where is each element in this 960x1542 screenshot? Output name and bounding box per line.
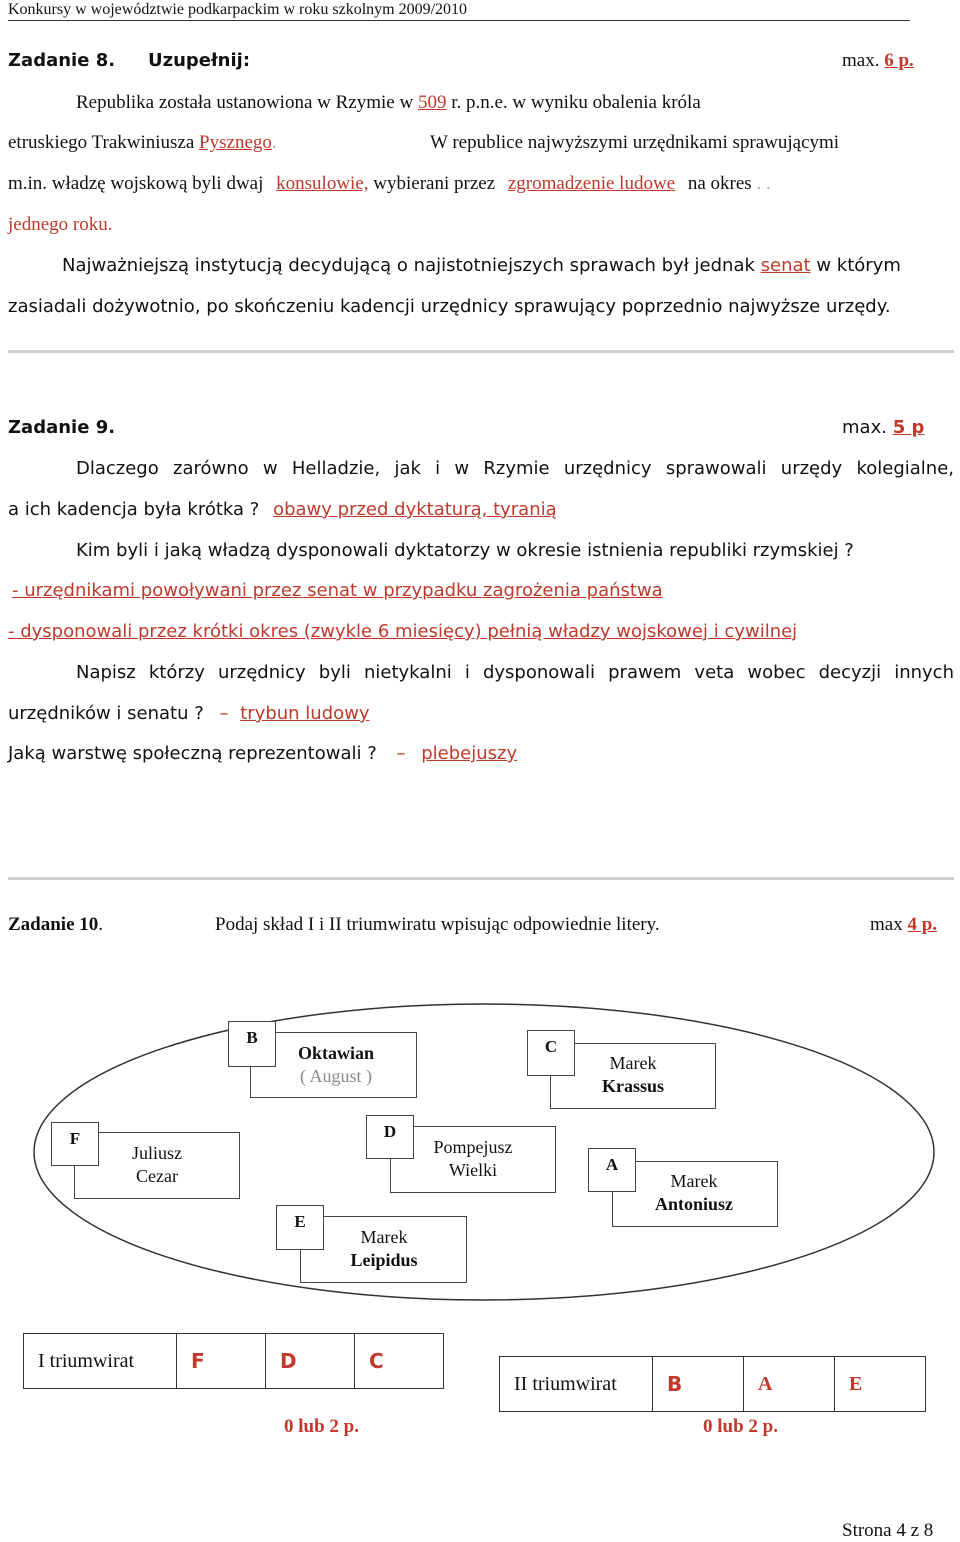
letter-box: B — [228, 1021, 276, 1067]
text: Republika została ustanowiona w Rzymie w — [76, 92, 414, 113]
text: . — [271, 132, 277, 153]
answer-cell[interactable]: B — [653, 1357, 744, 1412]
answer-dyktatorzy-2: - dysponowali przez krótki okres (zwykle 6 miesięcy) pełnią władzy wojskowej i cywilnej — [8, 621, 798, 642]
answer-trybun: trybun ludowy — [240, 703, 370, 724]
text: Juliusz — [131, 1143, 182, 1163]
page-number: Strona 4 z 8 — [842, 1520, 934, 1541]
person-name — [98, 1142, 216, 1188]
answer-cell[interactable]: E — [835, 1357, 926, 1412]
header-title: Konkursy w województwie podkarpackim w roku szkolnym 2009/2010 — [8, 1, 468, 18]
max-points: 4 p. — [907, 914, 938, 935]
text: . . — [756, 173, 771, 194]
task-10-label — [8, 914, 103, 936]
task-8-label: Zadanie 8. — [8, 50, 116, 71]
text: Wielki — [448, 1160, 498, 1180]
text: na okres — [687, 173, 752, 194]
task-8-instruction: Uzupełnij: — [148, 50, 251, 71]
task-9-q3a: Napisz którzy urzędnicy byli nietykalni i dysponowali prawem veta wobec decyzji innych — [76, 662, 954, 683]
max-points: 5 p — [892, 417, 925, 438]
divider — [8, 877, 954, 880]
letter-box: C — [527, 1030, 575, 1076]
task-9-q3b — [8, 703, 370, 724]
text: Cezar — [136, 1166, 178, 1186]
text: a ich kadencja była krótka ? — [8, 499, 260, 520]
text: Marek — [670, 1171, 718, 1191]
task-9-max — [842, 417, 924, 438]
person-name — [324, 1226, 444, 1272]
text: Antoniusz — [654, 1194, 734, 1214]
text: Marek — [360, 1227, 408, 1247]
answer-obawy: obawy przed dyktaturą, tyranią — [273, 499, 557, 520]
person-name — [575, 1052, 691, 1098]
task-8-line-2 — [8, 132, 277, 154]
letter-box: F — [51, 1122, 99, 1166]
text: . — [98, 914, 104, 935]
answer-zgromadzenie: zgromadzenie ludowe — [507, 173, 676, 194]
task-9-q2: Kim byli i jaką władzą dysponowali dyktatorzy w okresie istnienia republiki rzymskiej ? — [76, 540, 854, 561]
text: wybierani przez — [373, 173, 496, 194]
person-name — [276, 1042, 396, 1088]
person-name — [636, 1170, 752, 1216]
answer-cell[interactable]: F — [177, 1334, 266, 1389]
text: urzędników i senatu ? — [8, 703, 204, 724]
triumvirate-1-score: 0 lub 2 p. — [284, 1416, 359, 1437]
triumvirate-2-label: II triumwirat — [500, 1357, 653, 1412]
person-name — [414, 1136, 532, 1182]
task-8-line-5 — [62, 255, 901, 276]
task-8-max — [842, 50, 914, 72]
text: ( August ) — [300, 1066, 372, 1086]
text: Pompejusz — [433, 1137, 513, 1157]
task-9-label: Zadanie 9. — [8, 417, 116, 438]
text: Jaką warstwę społeczną reprezentowali ? — [8, 743, 377, 764]
page-header — [8, 1, 910, 21]
task-10-max — [870, 914, 937, 936]
text: Leipidus — [350, 1250, 418, 1270]
answer-jednego-roku: jednego roku. — [8, 214, 113, 235]
task-8-line-1 — [76, 92, 701, 114]
text: w którym — [816, 255, 901, 276]
letter-box: E — [276, 1205, 324, 1250]
max-prefix: max — [870, 914, 903, 935]
answer-cell[interactable]: A — [744, 1357, 835, 1412]
answer-509: 509 — [417, 92, 447, 113]
dash: – — [396, 743, 406, 764]
text: Oktawian — [297, 1043, 375, 1063]
max-points: 6 p. — [884, 50, 914, 71]
answer-konsulowie: konsulowie, — [276, 173, 369, 194]
task-8-line-2b: W republice najwyższymi urzędnikami sprawującymi — [430, 132, 840, 153]
triumvirate-2-table — [499, 1356, 926, 1412]
triumvirate-2-score: 0 lub 2 p. — [703, 1416, 778, 1437]
divider — [8, 350, 954, 353]
task-9-q1a: Dlaczego zarówno w Helladzie, jak i w Rzymie urzędnicy sprawowali urzędy kolegialne, — [76, 458, 954, 479]
text: Najważniejszą instytucją decydującą o najistotniejszych sprawach był jednak — [62, 255, 755, 276]
task-9-q4 — [8, 743, 517, 764]
answer-dyktatorzy-1: - urzędnikami powoływani przez senat w przypadku zagrożenia państwa — [12, 580, 663, 601]
text: Zadanie 10 — [8, 914, 99, 935]
task-10-instruction: Podaj skład I i II triumwiratu wpisując odpowiednie litery. — [215, 914, 660, 935]
dash: – — [219, 703, 229, 724]
task-9-q1b — [8, 499, 557, 520]
triumvirate-1-label: I triumwirat — [24, 1334, 177, 1389]
text: Marek — [609, 1053, 657, 1073]
task-8-line-3 — [8, 173, 771, 195]
answer-plebejuszy: plebejuszy — [421, 743, 518, 764]
answer-cell[interactable]: C — [355, 1334, 444, 1389]
answer-senat: senat — [760, 255, 811, 276]
text: m.in. władzę wojskową byli dwaj — [8, 173, 264, 194]
answer-cell[interactable]: D — [266, 1334, 355, 1389]
text: etruskiego Trakwiniusza — [8, 132, 195, 153]
text: Krassus — [601, 1076, 664, 1096]
triumvirate-1-table — [23, 1333, 444, 1389]
text: r. p.n.e. w wyniku obalenia króla — [451, 92, 701, 113]
letter-box: D — [366, 1115, 414, 1159]
max-prefix: max. — [842, 417, 887, 438]
max-prefix: max. — [842, 50, 880, 71]
answer-pysznego: Pysznego — [199, 132, 272, 153]
task-8-line-6: zasiadali dożywotnio, po skończeniu kadencji urzędnicy sprawujący poprzednio najwyższe urzędy. — [8, 296, 891, 317]
letter-box: A — [588, 1148, 636, 1192]
